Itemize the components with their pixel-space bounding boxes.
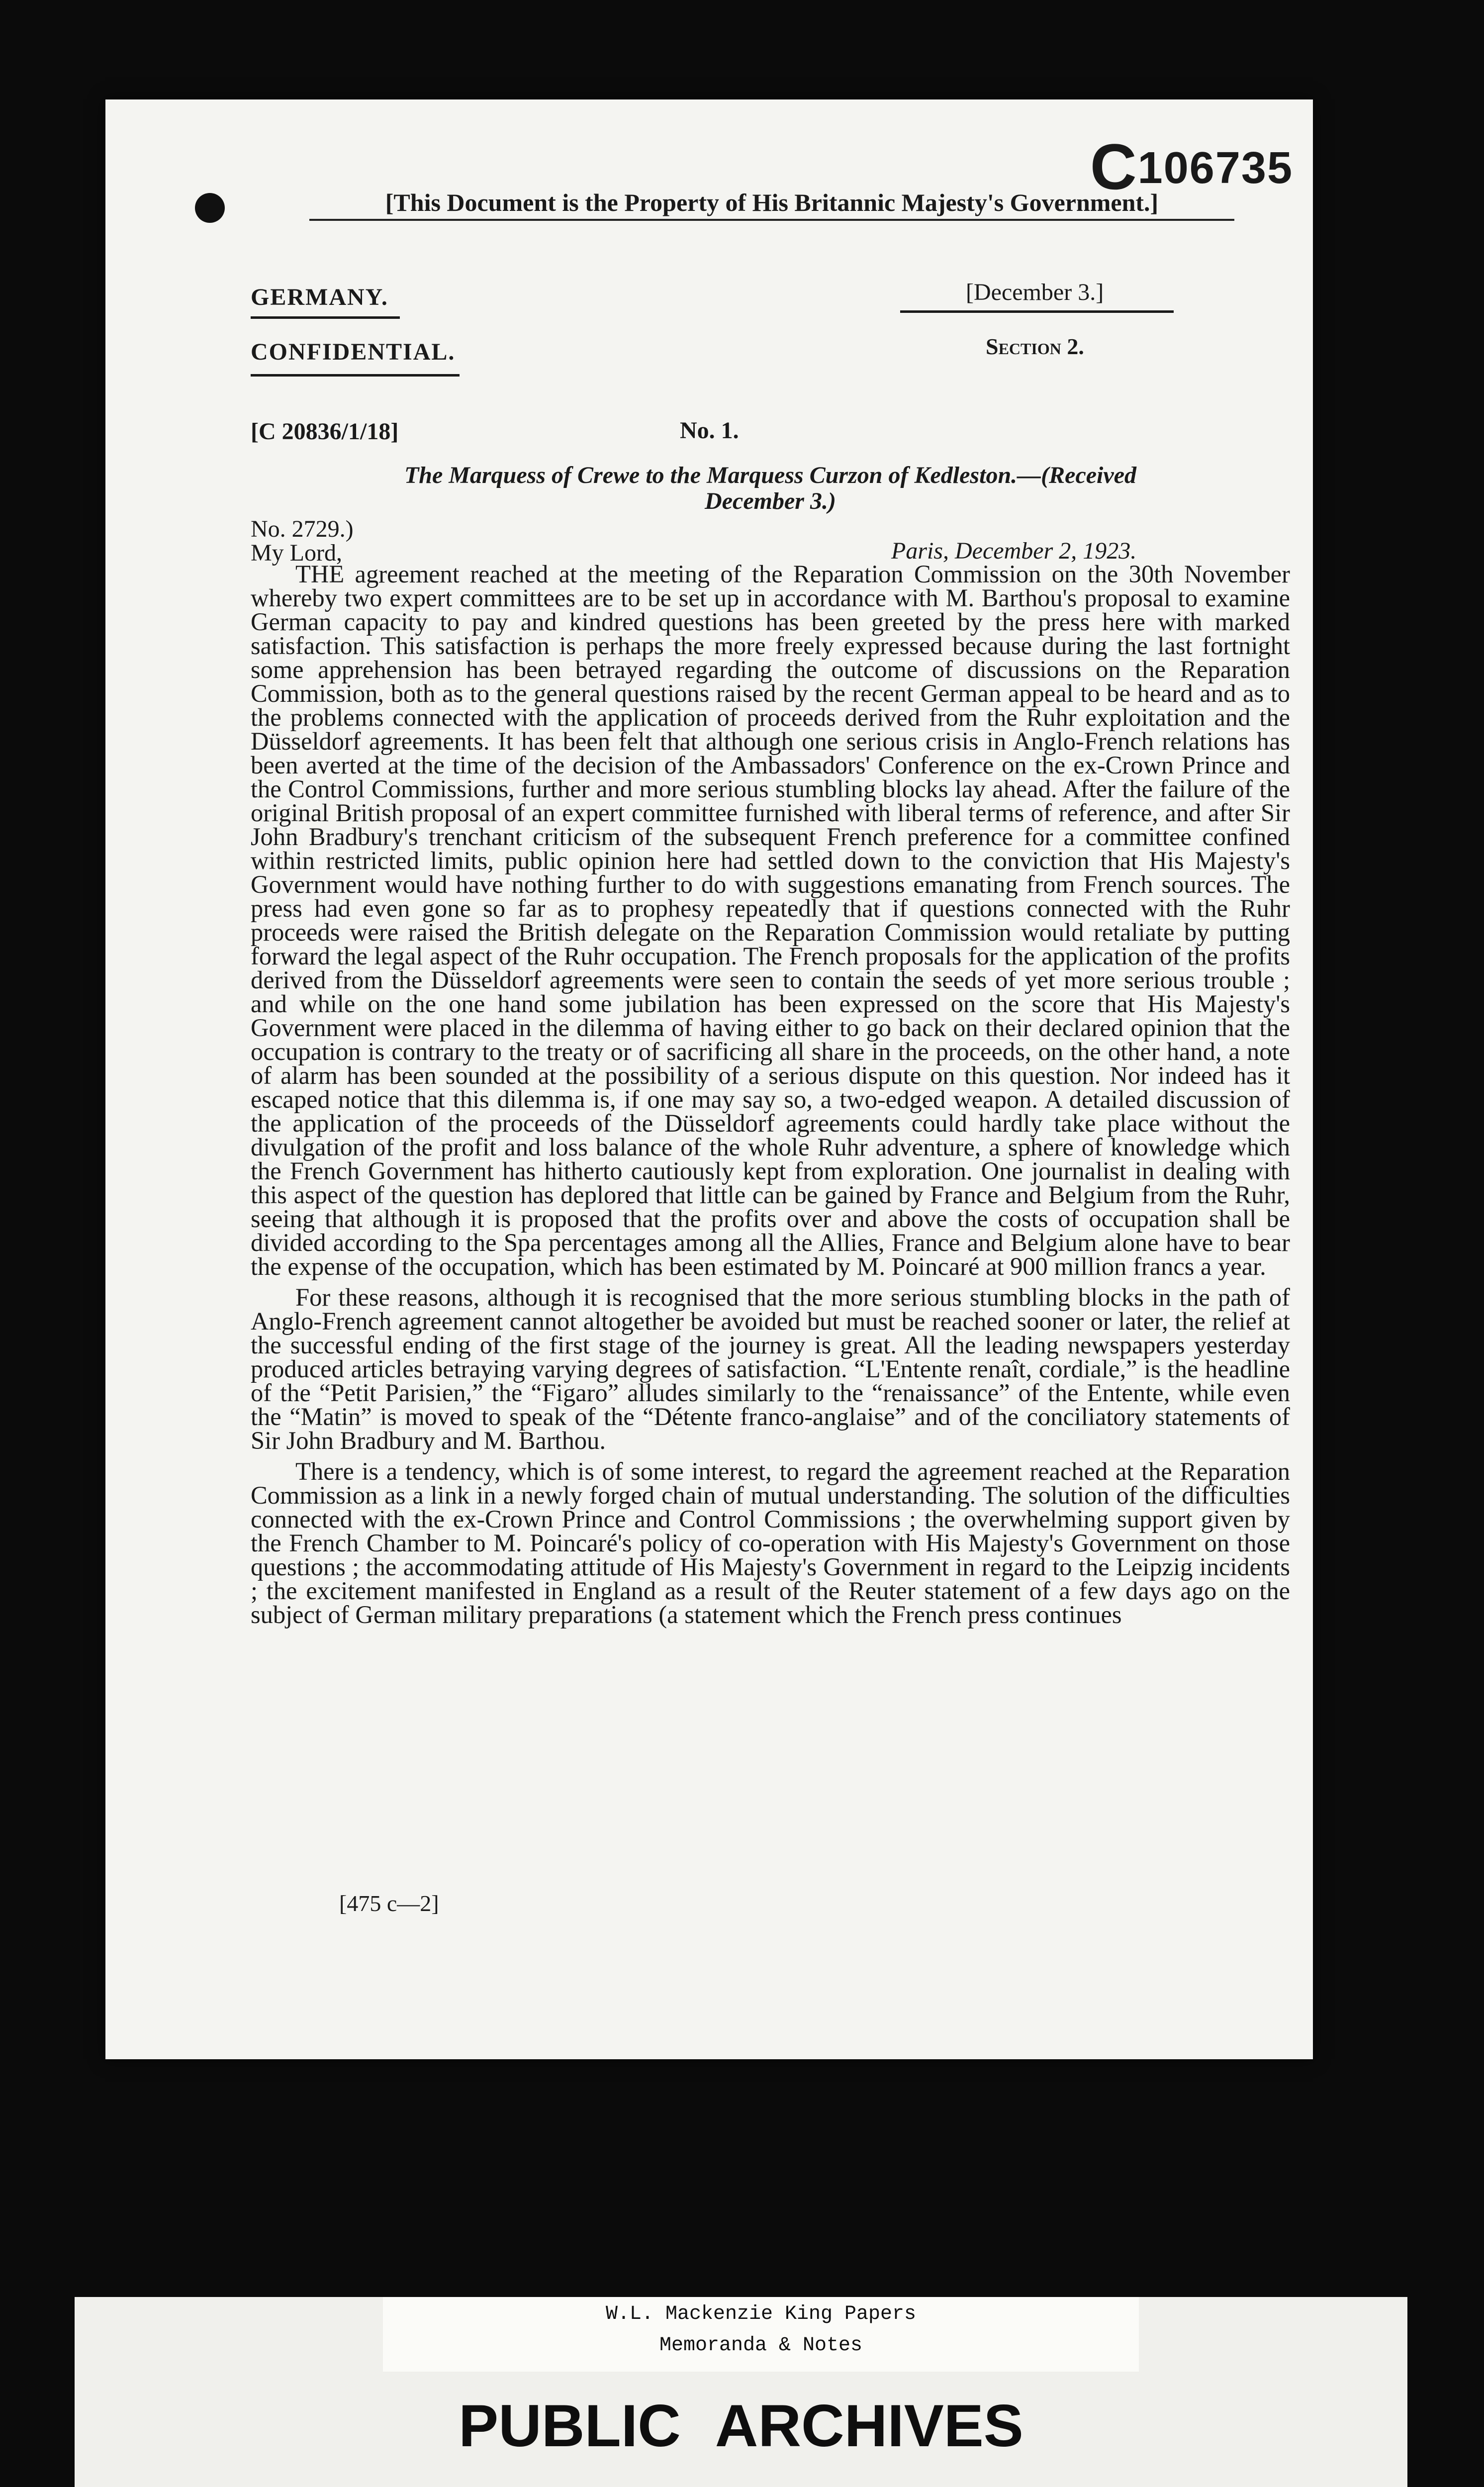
section-label: Section 2. [986, 334, 1084, 359]
classification-heading: CONFIDENTIAL. [251, 339, 456, 365]
printer-mark: [475 c—2] [339, 1891, 439, 1916]
body-paragraph-3: There is a tendency, which is of some interest, to regard the agreement reached at the Reparation Commission as a link in a newly forged chain of mutual understanding. The solution of the difficulties connected with the ex-Crown Prince and Control Commissions ; the overwhelming support given by the French Chamber to M. Poincaré's policy of co-operation with His Majesty's Government on those questions ; the accommodating attitude of His Majesty's Government in regard to the Leipzig incidents ; the excitement manifested in England as a result of the Reuter statement of a few days ago on the subject of German military preparations (a statement which the French press continues [251, 1457, 1290, 1628]
archive-line-1: PUBLIC ARCHIVES [459, 2392, 1023, 2459]
document-number-initial: C [1090, 130, 1138, 203]
document-page [105, 99, 1313, 2059]
document-index: No. 1. [680, 417, 739, 444]
date-rule [900, 310, 1174, 313]
body-paragraph-2: For these reasons, although it is recognised that the more serious stumbling blocks in the path of Anglo-French agreement cannot altogether be avoided but must be reached sooner or later, the relief at the successful ending of the first stage of the journey is great. All the leading newspapers yesterday produced articles betraying varying degrees of satisfaction. “L'Entente renaît, cordiale,” is the headline of the “Petit Parisien,” the “Figaro” alludes similarly to the “renaissance” of the Entente, while even the “Matin” is moved to speak of the “Détente franco-anglaise” and of the conciliatory statements of Sir John Bradbury and M. Barthou. [251, 1283, 1290, 1454]
document-title [251, 463, 1290, 514]
date-header: [December 3.] [966, 279, 1104, 305]
salutation: My Lord, [251, 540, 342, 566]
country-heading: GERMANY. [251, 284, 388, 310]
place-date: Paris, December 2, 1923. [891, 538, 1137, 564]
property-notice: [This Document is the Property of His Britannic Majesty's Government.] [309, 188, 1234, 221]
classification-rule [251, 374, 460, 377]
body-paragraph-1: THE agreement reached at the meeting of the Reparation Commission on the 30th November whereby two expert committees are to be set up in accordance with M. Barthou's proposal to examine German capacity to pay and kindred questions has been greeted by the press here with marked satisfaction. This satisfaction is perhaps the more freely expressed because during the last fortnight some apprehension has been betrayed regarding the outcome of discussions on the Reparation Commission, both as to the general questions raised by the recent German appeal to be heard and as to the problems connected with the application of proceeds derived from the Ruhr exploitation and the Düsseldorf agreements. It has been felt that although one serious crisis in Anglo-French relations has been averted at the time of the decision of the Ambassadors' Conference on the ex-Crown Prince and the Control Commissions, further and more serious stumbling blocks lay ahead. After the failure of the original British proposal of an expert committee furnished with liberal terms of reference, and after Sir John Bradbury's trenchant criticism of the subsequent French preference for a committee confined within restricted limits, public opinion here had settled down to the conviction that His Majesty's Government would have nothing further to do with suggestions emanating from French sources. The press had even gone so far as to prophesy repeatedly that if questions connected with the Ruhr proceeds were raised the British delegate on the Reparation Commission would retaliate by putting forward the legal aspect of the Ruhr occupation. The French proposals for the application of the profits derived from the Düsseldorf agreements were seen to contain the seeds of yet more serious trouble ; and while on the one hand some jubilation has been expressed on the score that His Majesty's Government were placed in the dilemma of having either to go back on their declared opinion that the occupation is contrary to the treaty or of sacrificing all share in the proceeds, on the other hand, a note of alarm has been sounded at the possibility of a serious dispute on this question. Nor indeed has it escaped notice that this dilemma is, if one may say so, a two-edged weapon. A detailed discussion of the application of the proceeds of the Düsseldorf agreements could hardly take place without the divulgation of the profit and loss balance of the whole Ruhr adventure, a sphere of knowledge which the French Government has hitherto cautiously kept from exploration. One journalist in dealing with this aspect of the question has deplored that little can be gained by France and Belgium from the Ruhr, seeing that although it is proposed that the profits over and above the costs of occupation shall be divided according to the Spa percentages among all the Allies, France and Belgium alone have to bear the expense of the occupation, which has been estimated by M. Poincaré at 900 million francs a year. [251, 560, 1290, 1280]
despatch-number: No. 2729.) [251, 516, 354, 542]
letter-body [251, 562, 1290, 1633]
reference-number: [C 20836/1/18] [251, 418, 399, 445]
archive-label [75, 2297, 1407, 2487]
archive-label-tab [383, 2297, 1139, 2372]
document-number-digits: 106735 [1137, 143, 1293, 193]
title-line-2: December 3.) [705, 488, 836, 514]
punch-hole [195, 193, 225, 223]
collection-name: W.L. Mackenzie King Papers [605, 2303, 917, 2325]
title-line-1: The Marquess of Crewe to the Marquess Curzon of Kedleston.—(Received [404, 462, 1136, 488]
country-rule [251, 316, 400, 319]
series-name: Memoranda & Notes [659, 2334, 863, 2357]
